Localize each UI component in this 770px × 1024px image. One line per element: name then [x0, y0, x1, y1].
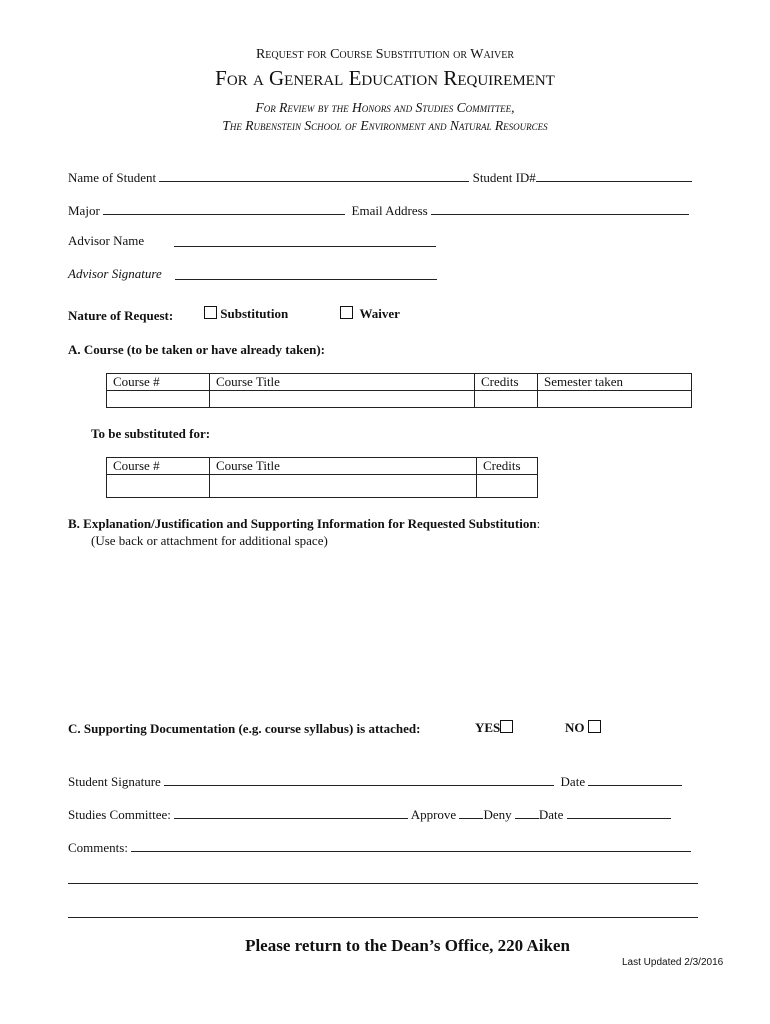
student-signature-label: Student Signature [68, 774, 161, 789]
committee-field[interactable] [174, 805, 408, 819]
yes-checkbox[interactable] [500, 720, 513, 733]
approve-label: Approve [410, 807, 457, 822]
col-course-title: Course Title [210, 374, 475, 391]
explanation-area[interactable] [68, 552, 702, 702]
course-number-cell[interactable] [107, 475, 210, 498]
major-label: Major [68, 203, 100, 218]
student-signature-row [68, 772, 682, 790]
last-updated: Last Updated 2/3/2016 [622, 957, 724, 968]
deny-field[interactable] [515, 805, 539, 819]
email-label: Email Address [351, 203, 428, 218]
no-checkbox[interactable] [588, 720, 601, 733]
form-title-line1: Request for Course Substitution or Waiver [255, 47, 515, 62]
course-title-cell[interactable] [210, 475, 477, 498]
date-label: Date [560, 774, 586, 789]
table-header-row [107, 458, 538, 475]
substitution-label: Substitution [220, 306, 289, 321]
col-credits: Credits [475, 374, 538, 391]
form-subtitle-line2: The Rubenstein School of Environment and Natural Resources [222, 118, 548, 133]
email-field[interactable] [431, 201, 689, 215]
student-name-label: Name of Student [68, 170, 157, 185]
advisor-signature-field[interactable] [175, 266, 437, 280]
comments-field[interactable] [131, 838, 691, 852]
no-option[interactable] [565, 720, 601, 736]
committee-date-label: Date [538, 807, 564, 822]
section-b-colon: : [536, 516, 541, 531]
section-b-title-row [68, 516, 540, 532]
col-semester: Semester taken [538, 374, 692, 391]
waiver-checkbox[interactable] [340, 306, 353, 319]
comments-line-3[interactable] [68, 904, 698, 918]
section-b-note: (Use back or attachment for additional space) [91, 533, 328, 548]
comments-line-2[interactable] [68, 870, 698, 884]
col-credits: Credits [477, 458, 538, 475]
col-course-number: Course # [107, 458, 210, 475]
major-row [68, 201, 689, 219]
student-id-label: Student ID# [472, 170, 536, 185]
section-c-title: C. Supporting Documentation (e.g. course syllabus) is attached: [68, 721, 421, 736]
credits-cell[interactable] [475, 391, 538, 408]
advisor-name-field[interactable] [174, 233, 436, 247]
advisor-name-label: Advisor Name [68, 233, 145, 248]
semester-cell[interactable] [538, 391, 692, 408]
substitution-option[interactable] [204, 306, 288, 322]
course-table [106, 373, 692, 408]
return-note: Please return to the Dean’s Office, 220 Aiken [245, 936, 570, 955]
no-label: NO [565, 720, 585, 735]
waiver-label: Waiver [359, 306, 400, 321]
advisor-signature-label: Advisor Signature [68, 266, 162, 281]
yes-option[interactable] [475, 720, 513, 736]
table-header-row [107, 374, 692, 391]
course-number-cell[interactable] [107, 391, 210, 408]
committee-row [68, 805, 671, 823]
table-row [107, 391, 692, 408]
credits-cell[interactable] [477, 475, 538, 498]
student-name-field[interactable] [159, 168, 469, 182]
committee-date-field[interactable] [567, 805, 671, 819]
comments-row [68, 838, 691, 856]
table-row [107, 475, 538, 498]
student-name-row [68, 168, 692, 186]
waiver-option[interactable] [340, 306, 400, 322]
request-label: Nature of Request: [68, 308, 174, 323]
substitution-checkbox[interactable] [204, 306, 217, 319]
col-course-title: Course Title [210, 458, 477, 475]
student-id-field[interactable] [536, 168, 692, 182]
section-a-title: A. Course (to be taken or have already taken): [68, 342, 325, 357]
course-title-cell[interactable] [210, 391, 475, 408]
form-subtitle-line1: For Review by the Honors and Studies Committee, [255, 100, 515, 115]
major-field[interactable] [103, 201, 345, 215]
deny-label: Deny [483, 807, 512, 822]
date-field[interactable] [588, 772, 682, 786]
yes-label: YES [475, 720, 501, 735]
substituted-for-label: To be substituted for: [91, 426, 211, 441]
committee-label: Studies Committee: [68, 807, 171, 822]
comments-label: Comments: [68, 840, 128, 855]
student-signature-field[interactable] [164, 772, 554, 786]
col-course-number: Course # [107, 374, 210, 391]
section-b-title: B. Explanation/Justification and Supporting Information for Requested Substitution [68, 516, 537, 531]
form-title-line2: For a General Education Requirement [215, 66, 555, 90]
approve-field[interactable] [459, 805, 483, 819]
substitute-course-table [106, 457, 538, 498]
advisor-name-row [68, 233, 144, 249]
